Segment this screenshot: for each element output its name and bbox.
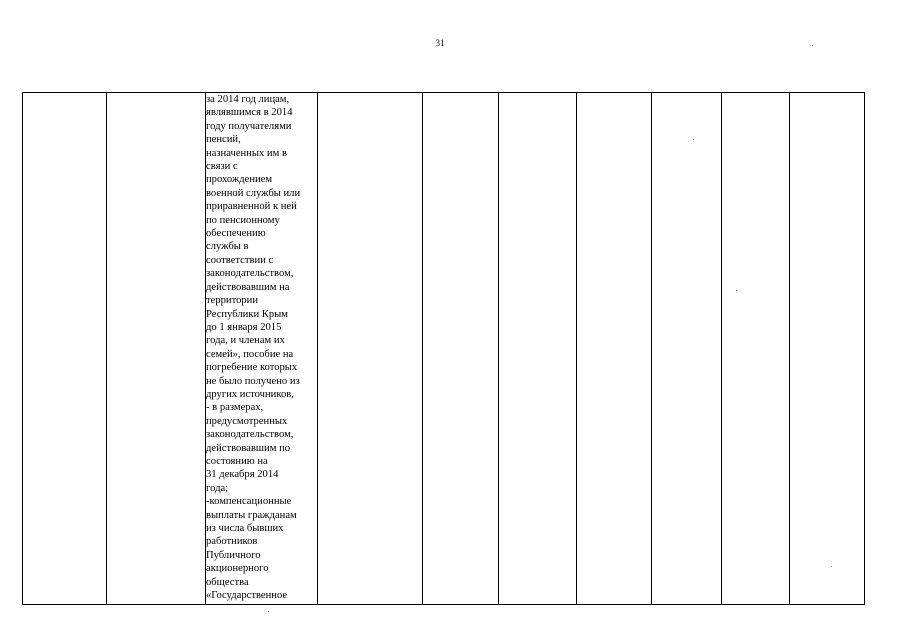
table-cell-description	[206, 93, 318, 605]
cell-text: за 2014 год лицам, являвшимся в 2014 году получателями пенсий, назначенных им в связи с прохождением военной службы или приравненной к ней по пенсионному обеспечению службы в соответствии с законодательством, действовавшим на территории Республики Крым до 1 января 2015 года, и членам их семей», пособие на погребение которых не было получено из других источников, - в размерах, предусмотренных законодательством, действовавшим по состоянию на 31 декабря 2014 года; -компенсационные выплаты гражданам из числа бывших работников Публичного акционерного общества «Государственное	[206, 94, 301, 602]
table-cell-6	[499, 93, 577, 605]
table-row	[23, 93, 865, 605]
scan-speck	[831, 566, 832, 567]
table-cell-1	[23, 93, 107, 605]
document-table	[22, 92, 865, 605]
table-cell-2	[107, 93, 206, 605]
scan-speck	[268, 611, 269, 612]
table-cell-7	[577, 93, 652, 605]
page-number: 31	[435, 38, 445, 48]
scan-speck	[812, 45, 813, 46]
table-cell-9	[722, 93, 790, 605]
table-cell-10	[790, 93, 865, 605]
scan-speck	[693, 139, 694, 140]
table-cell-5	[423, 93, 499, 605]
table-cell-8	[652, 93, 722, 605]
scan-speck	[736, 290, 737, 291]
table-cell-4	[318, 93, 423, 605]
